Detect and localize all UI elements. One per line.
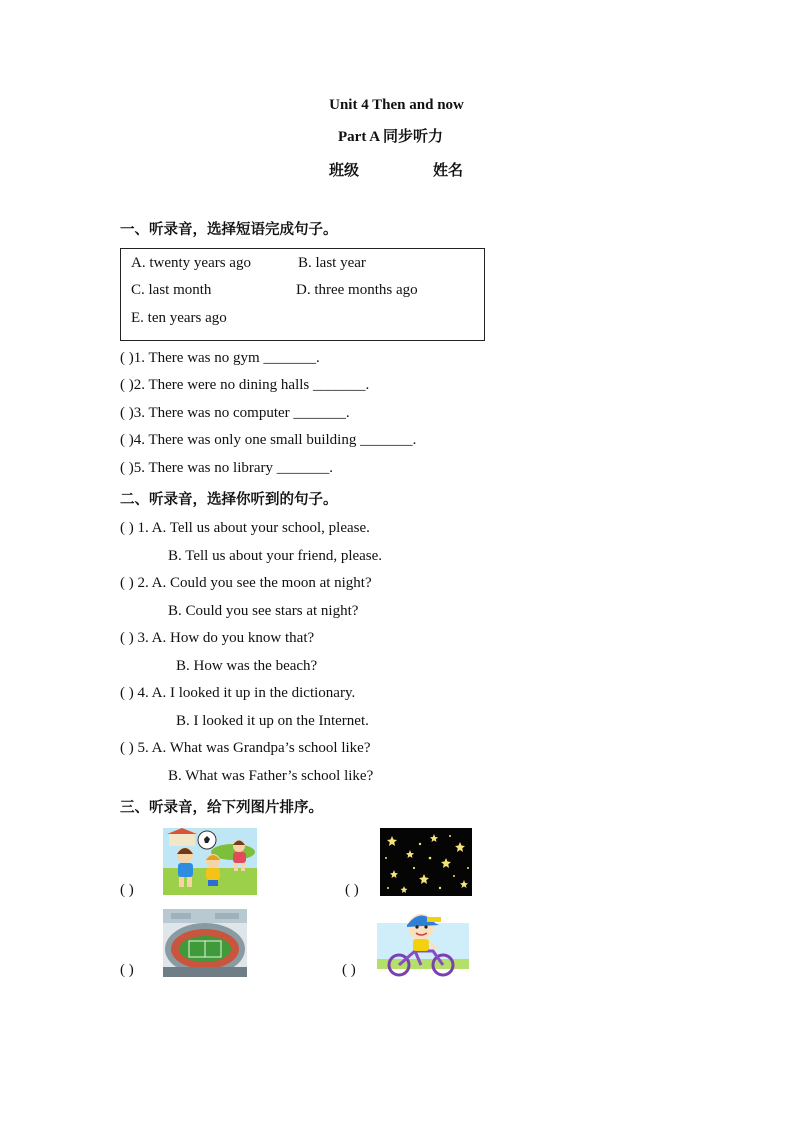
- s1-question-5: ( )5. There was no library _______.: [120, 460, 334, 476]
- picture-1-blank: ( ): [120, 882, 134, 898]
- option-e: E. ten years ago: [131, 310, 227, 326]
- stadium-picture: [163, 909, 247, 977]
- s2-item-2-a: ( ) 2. A. Could you see the moon at night?: [120, 575, 372, 591]
- option-d: D. three months ago: [296, 282, 418, 298]
- s2-item-3-b: B. How was the beach?: [176, 658, 318, 674]
- s1-question-1: ( )1. There was no gym _______.: [120, 350, 320, 366]
- s2-item-4-a: ( ) 4. A. I looked it up in the dictionary.: [120, 685, 356, 701]
- worksheet-title: Unit 4 Then and now: [329, 97, 464, 113]
- picture-3-blank: ( ): [120, 962, 134, 978]
- s2-item-3-a: ( ) 3. A. How do you know that?: [120, 630, 315, 646]
- s2-item-5-b: B. What was Father’s school like?: [168, 768, 374, 784]
- class-label: 班级: [329, 163, 360, 179]
- s2-item-2-b: B. Could you see stars at night?: [168, 603, 359, 619]
- part-label: Part A 同步听力: [338, 129, 443, 145]
- s1-question-2: ( )2. There were no dining halls _______.: [120, 377, 370, 393]
- section1-heading: 一、听录音，选择短语完成句子。: [120, 222, 338, 238]
- boy-on-bike-picture: [377, 909, 469, 977]
- kids-playing-football-picture: [163, 828, 257, 895]
- section2-heading: 二、听录音，选择你听到的句子。: [120, 492, 338, 508]
- section3-heading: 三、听录音，给下列图片排序。: [120, 800, 323, 816]
- s2-item-5-a: ( ) 5. A. What was Grandpa’s school like?: [120, 740, 371, 756]
- s2-item-1-b: B. Tell us about your friend, please.: [168, 548, 383, 564]
- option-c: C. last month: [131, 282, 212, 298]
- picture-2-blank: ( ): [345, 882, 359, 898]
- picture-4-blank: ( ): [342, 962, 356, 978]
- s2-item-1-a: ( ) 1. A. Tell us about your school, please.: [120, 520, 370, 536]
- s1-question-4: ( )4. There was only one small building _______.: [120, 432, 417, 448]
- s2-item-4-b: B. I looked it up on the Internet.: [176, 713, 369, 729]
- option-b: B. last year: [298, 255, 366, 271]
- s1-question-3: ( )3. There was no computer _______.: [120, 405, 350, 421]
- option-a: A. twenty years ago: [131, 255, 251, 271]
- name-label: 姓名: [433, 163, 464, 179]
- night-stars-picture: [380, 828, 472, 896]
